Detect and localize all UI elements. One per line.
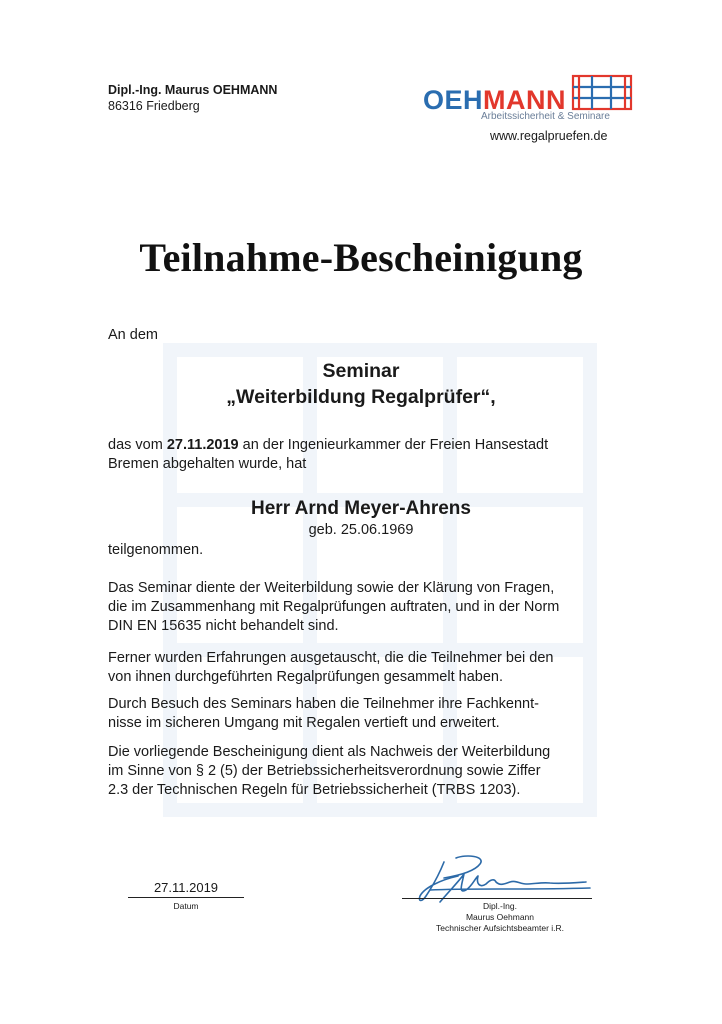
seminar-title	[0, 358, 722, 410]
signer-title: Dipl.-Ing.	[482, 901, 517, 911]
paragraph-4-line-2: im Sinne von § 2 (5) der Betriebssicherheitsverordnung sowie Ziffer	[108, 763, 541, 779]
paragraph-2-line-2: von ihnen durchgeführten Regalprüfungen gesammelt haben.	[108, 669, 503, 685]
signer-role: Technischer Aufsichtsbeamter i.R.	[435, 923, 565, 933]
event-line-1	[108, 436, 628, 455]
paragraph-1-line-1: Das Seminar diente der Weiterbildung sowie der Klärung von Fragen,	[108, 580, 555, 596]
paragraph-4-line-3: 2.3 der Technischen Regeln für Betriebssicherheit (TRBS 1203).	[108, 782, 521, 798]
date-value: 27.11.2019	[128, 880, 244, 898]
signer-details	[400, 901, 600, 934]
participant-block	[0, 497, 722, 539]
signature-block	[400, 850, 600, 940]
sender-city: 86316 Friedberg	[108, 99, 200, 113]
document-title: Teilnahme-Bescheinigung	[139, 235, 583, 280]
intro-text: An dem	[108, 327, 158, 343]
logo-tagline: Arbeitssicherheit & Seminare	[481, 111, 610, 122]
company-website: www.regalpruefen.de	[490, 129, 608, 143]
company-logo	[423, 74, 638, 126]
date-label: Datum	[173, 901, 199, 911]
paragraph-3-line-2: nisse im sicheren Umgang mit Regalen vertieft und erweitert.	[108, 715, 500, 731]
signer-name: Maurus Oehmann	[465, 912, 535, 922]
signature-line	[402, 898, 592, 899]
paragraph-2-line-1: Ferner wurden Erfahrungen ausgetauscht, die die Teilnehmer bei den	[108, 650, 554, 666]
paragraph-4	[108, 743, 628, 800]
event-prefix: das vom	[108, 437, 167, 453]
paragraph-1	[108, 579, 628, 636]
event-suffix: an der Ingenieurkammer der Freien Hansestadt	[238, 437, 549, 453]
logo-wordmark-oeh: OEH	[423, 85, 484, 115]
paragraph-3	[108, 695, 628, 733]
paragraph-4-line-1: Die vorliegende Bescheinigung dient als Nachweis der Weiterbildung	[108, 744, 551, 760]
sender-name: Dipl.-Ing. Maurus OEHMANN	[108, 83, 278, 97]
event-text	[108, 436, 628, 474]
participant-dob: geb. 25.06.1969	[308, 522, 414, 538]
participated-text: teilgenommen.	[108, 542, 204, 558]
logo-wordmark	[423, 86, 566, 114]
paragraph-2	[108, 649, 628, 687]
paragraph-1-line-3: DIN EN 15635 nicht behandelt sind.	[108, 618, 339, 634]
seminar-line-2: „Weiterbildung Regalprüfer“,	[226, 386, 496, 408]
date-field	[128, 880, 244, 912]
participant-name: Herr Arnd Meyer-Ahrens	[251, 498, 471, 519]
logo-wordmark-mann: MANN	[483, 85, 567, 115]
seminar-line-1: Seminar	[322, 360, 400, 382]
paragraph-3-line-1: Durch Besuch des Seminars haben die Teilnehmer ihre Fachkennt-	[108, 696, 539, 712]
event-date: 27.11.2019	[166, 437, 239, 453]
event-line-2: Bremen abgehalten wurde, hat	[108, 456, 307, 472]
shelving-rack-logo-icon	[571, 74, 635, 112]
paragraph-1-line-2: die im Zusammenhang mit Regalprüfungen auftraten, und in der Norm	[108, 599, 560, 615]
sender-address	[108, 82, 277, 114]
